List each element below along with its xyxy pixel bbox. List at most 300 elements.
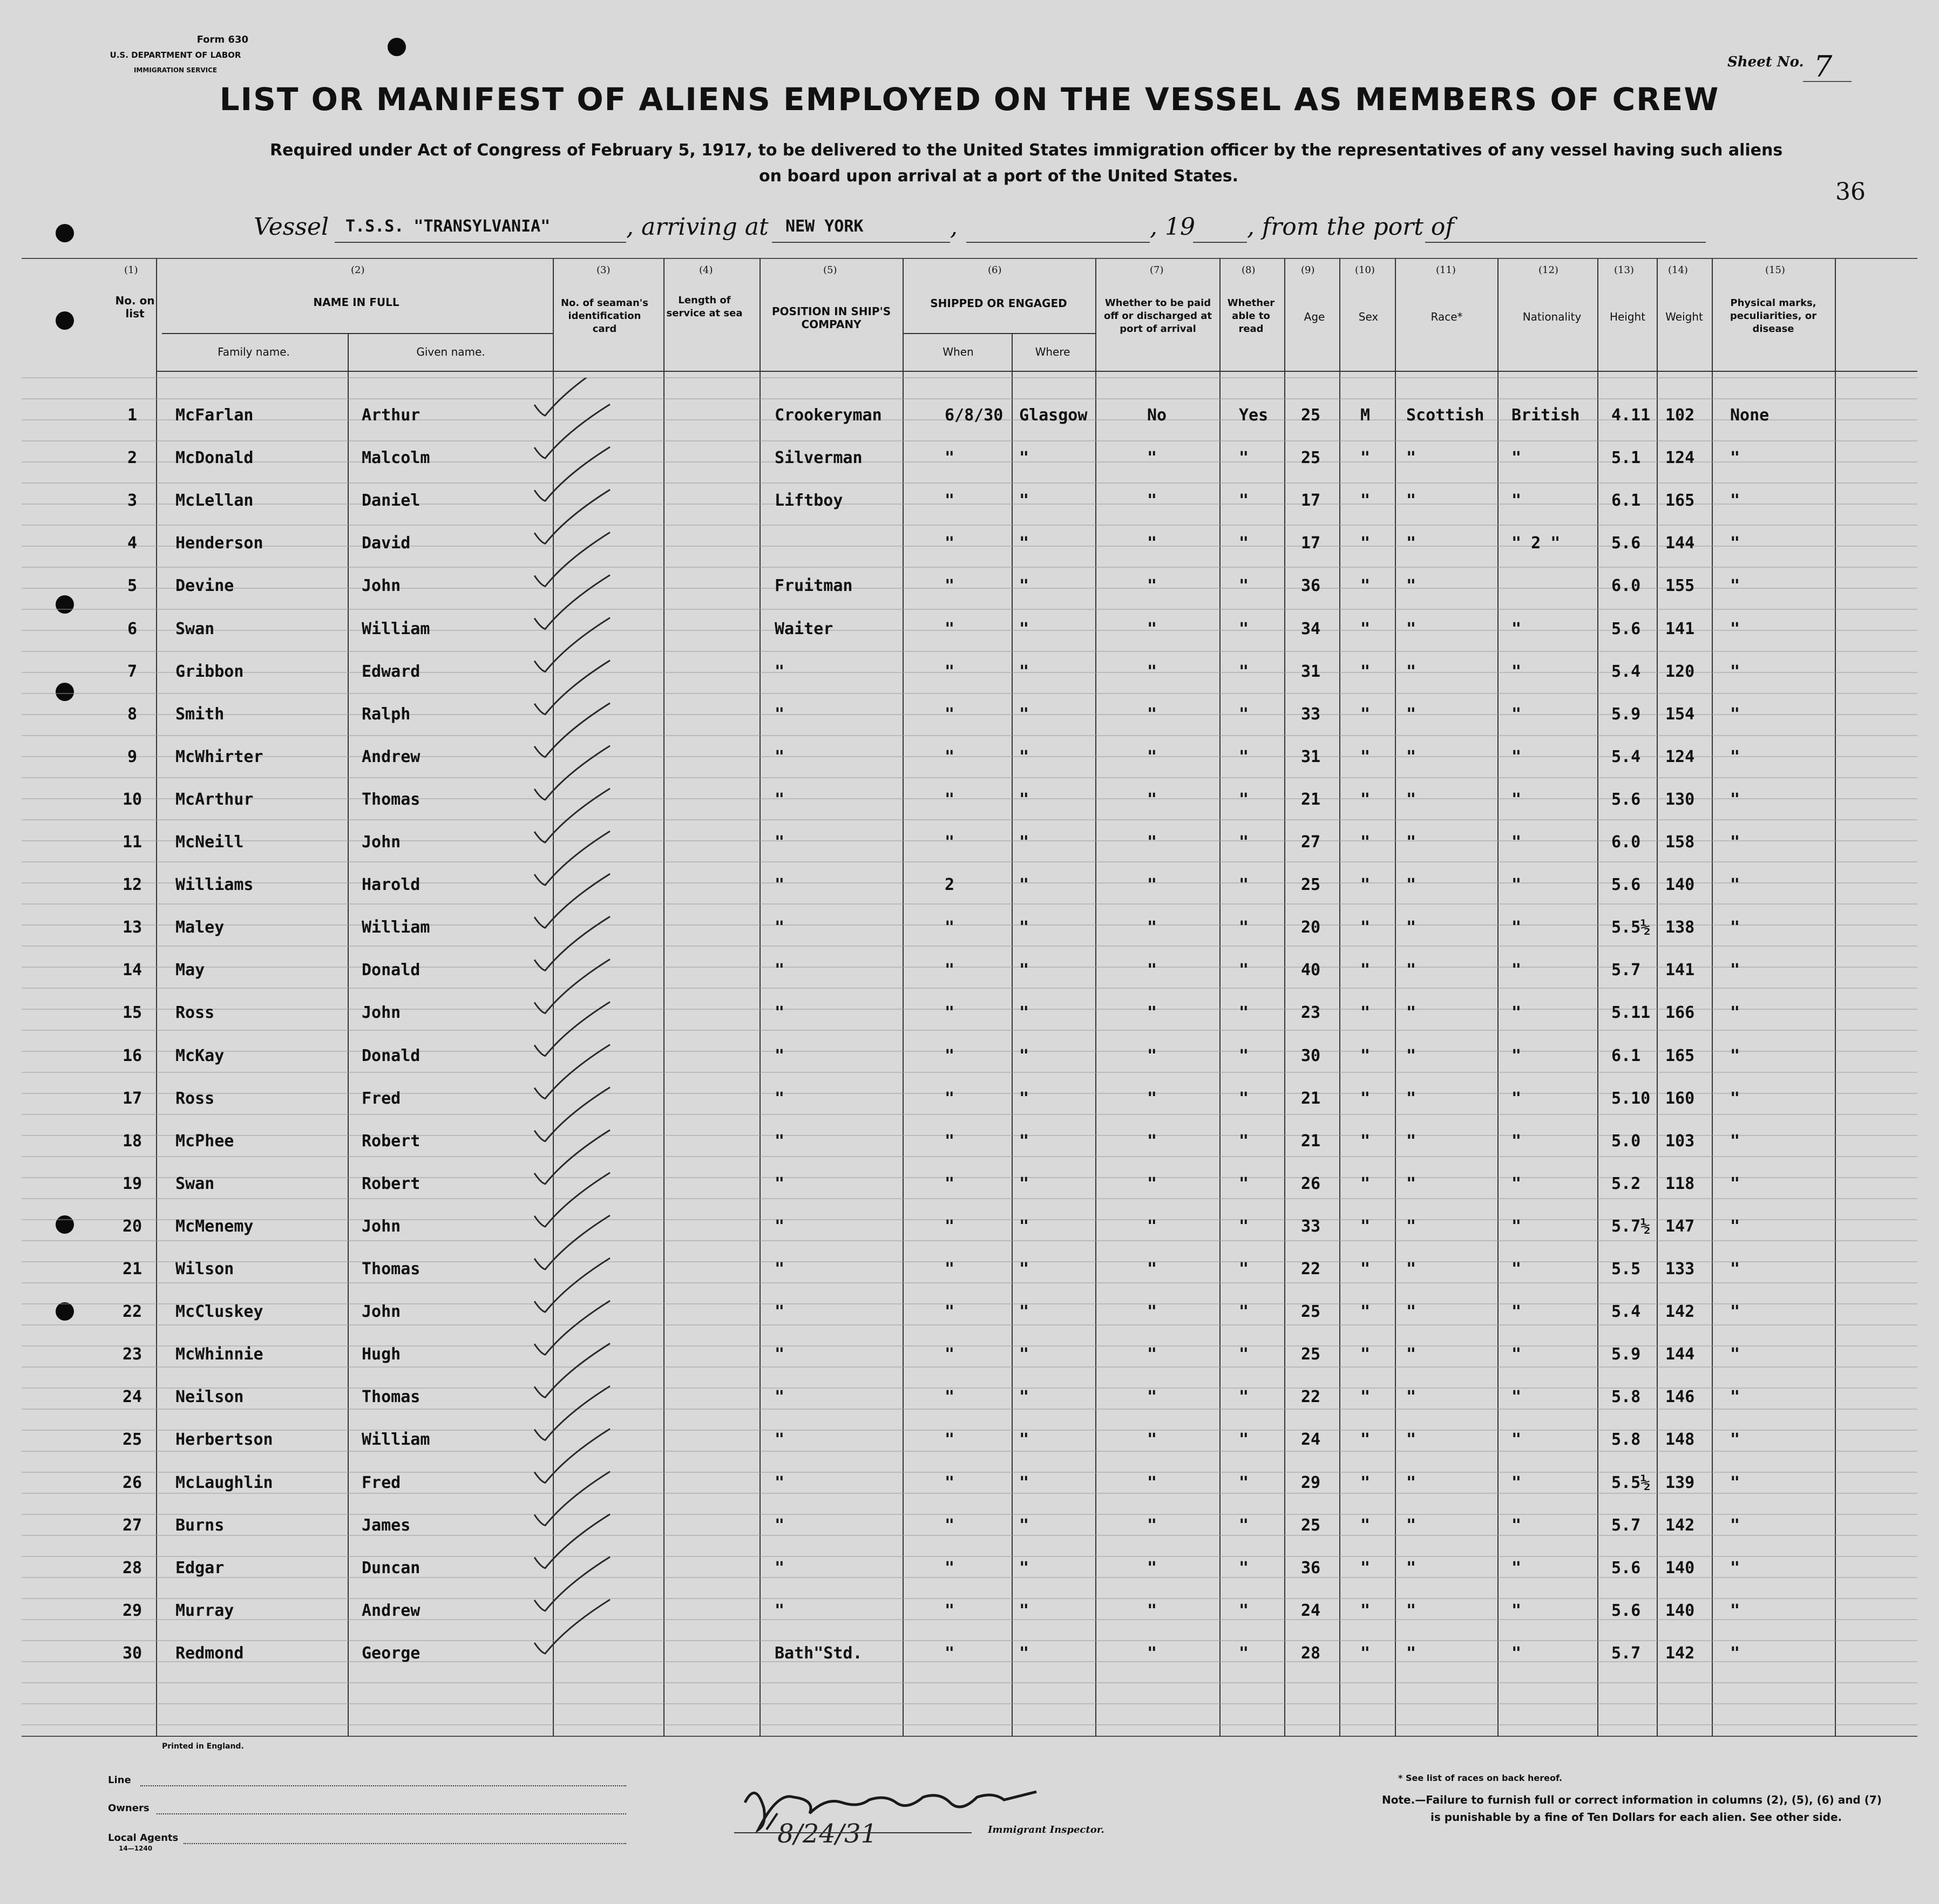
cell-marks: " — [1730, 790, 1740, 809]
cell-family: McNeill — [175, 833, 244, 852]
col-num-1: (1) — [124, 264, 138, 276]
cell-age: 21 — [1301, 790, 1321, 809]
cell-given: William — [362, 1430, 430, 1449]
cell-given: William — [362, 620, 430, 638]
cell-weight: 142 — [1665, 1302, 1695, 1321]
punch-hole — [56, 224, 74, 242]
checkmark-icon — [534, 447, 610, 501]
cell-age: 30 — [1301, 1046, 1321, 1065]
cell-family: May — [175, 961, 205, 980]
cell-weight: 140 — [1665, 1559, 1695, 1577]
cell-age: 34 — [1301, 620, 1321, 638]
cell-nationality: " — [1511, 705, 1522, 724]
cell-when: " — [945, 1473, 955, 1492]
cell-age: 25 — [1301, 1516, 1321, 1535]
cell-marks: " — [1730, 1003, 1740, 1022]
cell-weight: 148 — [1665, 1430, 1695, 1449]
cell-family: Ross — [175, 1089, 215, 1108]
cell-marks: " — [1730, 448, 1740, 467]
row-number: 14 — [122, 961, 143, 980]
cell-age: 22 — [1301, 1388, 1321, 1406]
row-number: 20 — [122, 1217, 143, 1236]
cell-paid: " — [1147, 1473, 1157, 1492]
col-num-14: (14) — [1668, 264, 1688, 276]
header-position: POSITION IN SHIP'S COMPANY — [771, 305, 891, 331]
cell-given: Donald — [362, 961, 421, 980]
cell-read: " — [1239, 833, 1249, 852]
cell-paid: " — [1147, 1217, 1157, 1236]
cell-given: John — [362, 833, 401, 852]
cell-paid: " — [1147, 576, 1157, 595]
cell-read: " — [1239, 448, 1249, 467]
cell-sex: " — [1360, 833, 1371, 852]
header-physical: Physical marks, peculiarities, or disease — [1730, 297, 1817, 335]
cell-age: 33 — [1301, 705, 1321, 724]
cell-when: " — [945, 1132, 955, 1151]
cell-age: 26 — [1301, 1174, 1321, 1193]
cell-nationality: " — [1511, 1516, 1522, 1535]
row-number: 7 — [127, 662, 138, 681]
col-num-9: (9) — [1301, 264, 1315, 276]
cell-given: John — [362, 1003, 401, 1022]
cell-position: " — [775, 1345, 785, 1364]
vessel-underline — [335, 242, 626, 243]
cell-family: Redmond — [175, 1644, 244, 1663]
checkmark-icon — [534, 703, 610, 757]
cell-age: 33 — [1301, 1217, 1321, 1236]
subtitle-line-1: Required under Act of Congress of February 5, 1917, to be delivered to the United States immigration officer by the representatives of any vessel having such aliens — [270, 141, 1783, 160]
cell-where: " — [1019, 1601, 1029, 1620]
cell-sex: " — [1360, 1132, 1371, 1151]
cell-race: " — [1406, 1302, 1416, 1321]
local-agents-dots — [184, 1843, 626, 1844]
cell-sex: " — [1360, 1003, 1371, 1022]
cell-height: 5.9 — [1611, 705, 1641, 724]
cell-marks: " — [1730, 1601, 1740, 1620]
cell-weight: 147 — [1665, 1217, 1695, 1236]
local-agents-label: Local Agents — [108, 1832, 179, 1844]
row-number: 21 — [122, 1260, 143, 1279]
cell-race: " — [1406, 1217, 1416, 1236]
line-dots — [140, 1785, 626, 1786]
cell-position: " — [775, 918, 785, 937]
cell-race: " — [1406, 620, 1416, 638]
cell-race: " — [1406, 1559, 1416, 1577]
checkmark-icon — [534, 746, 610, 800]
cell-marks: " — [1730, 1473, 1740, 1492]
cell-age: 28 — [1301, 1644, 1321, 1663]
subtitle — [270, 138, 1783, 189]
cell-height: 5.7 — [1611, 1516, 1641, 1535]
checkmark-icon — [534, 1087, 610, 1141]
cell-paid: " — [1147, 491, 1157, 510]
cell-height: 4.11 — [1611, 406, 1651, 425]
cell-position: Waiter — [775, 620, 833, 638]
cell-nationality: " — [1511, 790, 1522, 809]
cell-race: " — [1406, 1345, 1416, 1364]
cell-given: Edward — [362, 662, 421, 681]
cell-nationality: " — [1511, 448, 1522, 467]
cell-race: " — [1406, 1644, 1416, 1663]
cell-weight: 146 — [1665, 1388, 1695, 1406]
header-sex: Sex — [1358, 310, 1379, 323]
cell-height: 5.6 — [1611, 1559, 1641, 1577]
cell-sex: " — [1360, 1089, 1371, 1108]
cell-sex: " — [1360, 918, 1371, 937]
cell-height: 5.5½ — [1611, 918, 1651, 937]
cell-when: " — [945, 1601, 955, 1620]
row-number: 26 — [122, 1473, 143, 1492]
cell-age: 25 — [1301, 1302, 1321, 1321]
cell-given: William — [362, 918, 430, 937]
cell-sex: " — [1360, 1516, 1371, 1535]
cell-when: " — [945, 576, 955, 595]
cell-height: 6.1 — [1611, 491, 1641, 510]
cell-paid: " — [1147, 662, 1157, 681]
cell-age: 24 — [1301, 1601, 1321, 1620]
header-name-in-full: NAME IN FULL — [313, 296, 399, 309]
cell-where: " — [1019, 534, 1029, 553]
checkmark-icon — [534, 1045, 610, 1099]
cell-sex: " — [1360, 1601, 1371, 1620]
row-number: 6 — [127, 620, 138, 638]
cell-age: 29 — [1301, 1473, 1321, 1492]
checkmark-icon — [534, 1343, 610, 1397]
inspector-line — [734, 1832, 972, 1833]
cell-paid: " — [1147, 918, 1157, 937]
cell-age: 23 — [1301, 1003, 1321, 1022]
cell-paid: " — [1147, 1345, 1157, 1364]
stamp-number: 36 — [1835, 178, 1866, 206]
footer-note-1: Note.—Failure to furnish full or correct information in columns (2), (5), (6) and (7) — [1382, 1793, 1882, 1806]
cell-height: 5.2 — [1611, 1174, 1641, 1193]
cell-race: " — [1406, 491, 1416, 510]
cell-where: " — [1019, 1089, 1029, 1108]
cell-when: " — [945, 918, 955, 937]
cell-height: 5.7½ — [1611, 1217, 1651, 1236]
cell-age: 21 — [1301, 1132, 1321, 1151]
cell-where: " — [1019, 1473, 1029, 1492]
cell-age: 17 — [1301, 534, 1321, 553]
cell-height: 5.6 — [1611, 790, 1641, 809]
cell-when: 2 — [945, 875, 955, 894]
row-number: 18 — [122, 1132, 143, 1151]
cell-sex: " — [1360, 1644, 1371, 1663]
cell-marks: " — [1730, 1046, 1740, 1065]
cell-marks: " — [1730, 1388, 1740, 1406]
arriving-underline — [772, 242, 950, 243]
cell-age: 40 — [1301, 961, 1321, 980]
department-name: U.S. DEPARTMENT OF LABOR — [110, 50, 241, 60]
cell-family: Swan — [175, 620, 215, 638]
col-num-6: (6) — [988, 264, 1002, 276]
cell-paid: " — [1147, 1388, 1157, 1406]
cell-given: Daniel — [362, 491, 421, 510]
cell-given: Duncan — [362, 1559, 421, 1577]
cell-position: " — [775, 1302, 785, 1321]
cell-when: " — [945, 1644, 955, 1663]
inspector-label: Immigrant Inspector. — [988, 1824, 1104, 1835]
cell-where: " — [1019, 1559, 1029, 1577]
cell-weight: 140 — [1665, 875, 1695, 894]
cell-when: " — [945, 534, 955, 553]
header-family-name: Family name. — [218, 345, 290, 358]
cell-age: 22 — [1301, 1260, 1321, 1279]
col-num-13: (13) — [1614, 264, 1634, 276]
row-number: 24 — [122, 1388, 143, 1406]
cell-when: " — [945, 705, 955, 724]
cell-position: " — [775, 1516, 785, 1535]
cell-weight: 160 — [1665, 1089, 1695, 1108]
manifest-table-grid — [22, 258, 1917, 1737]
cell-where: " — [1019, 662, 1029, 681]
cell-given: Thomas — [362, 790, 421, 809]
cell-position: " — [775, 747, 785, 766]
cell-age: 21 — [1301, 1089, 1321, 1108]
vessel-name: T.S.S. "TRANSYLVANIA" — [345, 217, 551, 236]
cell-when: " — [945, 1046, 955, 1065]
cell-height: 6.0 — [1611, 576, 1641, 595]
cell-where: " — [1019, 1644, 1029, 1663]
cell-read: " — [1239, 1260, 1249, 1279]
checkmark-icon — [534, 661, 610, 715]
cell-family: McPhee — [175, 1132, 234, 1151]
cell-weight: 144 — [1665, 534, 1695, 553]
cell-age: 24 — [1301, 1430, 1321, 1449]
date-underline — [966, 242, 1150, 243]
cell-sex: " — [1360, 448, 1371, 467]
cell-height: 5.7 — [1611, 961, 1641, 980]
cell-height: 5.6 — [1611, 875, 1641, 894]
row-number: 10 — [122, 790, 143, 809]
cell-read: " — [1239, 1644, 1249, 1663]
cell-nationality: " — [1511, 1388, 1522, 1406]
cell-age: 17 — [1301, 491, 1321, 510]
cell-sex: " — [1360, 1174, 1371, 1193]
cell-given: Robert — [362, 1174, 421, 1193]
cell-nationality: " — [1511, 662, 1522, 681]
cell-given: Arthur — [362, 406, 421, 425]
cell-weight: 140 — [1665, 1601, 1695, 1620]
cell-where: " — [1019, 705, 1029, 724]
checkmark-icon — [534, 1472, 610, 1526]
cell-given: John — [362, 576, 401, 595]
cell-nationality: " — [1511, 961, 1522, 980]
cell-nationality: " — [1511, 833, 1522, 852]
header-height: Height — [1609, 310, 1646, 323]
cell-when: " — [945, 833, 955, 852]
cell-sex: " — [1360, 705, 1371, 724]
row-number: 5 — [127, 576, 138, 595]
cell-paid: " — [1147, 1559, 1157, 1577]
header-race: Race* — [1430, 310, 1463, 323]
cell-when: " — [945, 491, 955, 510]
cell-paid: " — [1147, 961, 1157, 980]
punch-hole — [388, 38, 406, 56]
cell-age: 36 — [1301, 576, 1321, 595]
cell-read: " — [1239, 1089, 1249, 1108]
cell-given: Malcolm — [362, 448, 430, 467]
cell-read: " — [1239, 1174, 1249, 1193]
cell-race: " — [1406, 875, 1416, 894]
cell-nationality: " — [1511, 1089, 1522, 1108]
races-note: * See list of races on back hereof. — [1398, 1773, 1563, 1783]
cell-marks: " — [1730, 662, 1740, 681]
cell-family: Burns — [175, 1516, 225, 1535]
cell-height: 5.8 — [1611, 1430, 1641, 1449]
cell-read: " — [1239, 1046, 1249, 1065]
cell-read: " — [1239, 1430, 1249, 1449]
cell-read: " — [1239, 1132, 1249, 1151]
row-number: 30 — [122, 1644, 143, 1663]
cell-given: David — [362, 534, 411, 553]
cell-marks: " — [1730, 1260, 1740, 1279]
row-number: 11 — [122, 833, 143, 852]
cell-family: Edgar — [175, 1559, 225, 1577]
row-number: 13 — [122, 918, 143, 937]
row-number: 22 — [122, 1302, 143, 1321]
cell-family: Neilson — [175, 1388, 244, 1406]
cell-age: 25 — [1301, 1345, 1321, 1364]
form-header — [103, 32, 248, 78]
year-underline — [1193, 242, 1247, 243]
cell-sex: " — [1360, 1430, 1371, 1449]
cell-paid: " — [1147, 1302, 1157, 1321]
checkmark-icon — [534, 874, 610, 928]
checkmark-icon — [534, 1258, 610, 1312]
cell-family: Gribbon — [175, 662, 244, 681]
cell-where: " — [1019, 1132, 1029, 1151]
cell-family: McWhirter — [175, 747, 263, 766]
sheet-label: Sheet No. — [1727, 54, 1804, 70]
header-paid-off: Whether to be paid off or discharged at port of arrival — [1104, 297, 1212, 335]
subtitle-line-2: on board upon arrival at a port of the United States. — [758, 167, 1239, 186]
cell-where: " — [1019, 620, 1029, 638]
row-number: 12 — [122, 875, 143, 894]
cell-position: " — [775, 1473, 785, 1492]
cell-weight: 138 — [1665, 918, 1695, 937]
cell-height: 5.4 — [1611, 662, 1641, 681]
cell-read: " — [1239, 790, 1249, 809]
cell-age: 25 — [1301, 448, 1321, 467]
cell-when: " — [945, 1516, 955, 1535]
cell-when: " — [945, 747, 955, 766]
signature-date: 8/24/31 — [777, 1819, 878, 1849]
cell-family: McMenemy — [175, 1217, 254, 1236]
cell-race: " — [1406, 1046, 1416, 1065]
cell-race: " — [1406, 576, 1416, 595]
cell-where: " — [1019, 448, 1029, 467]
cell-marks: " — [1730, 1132, 1740, 1151]
row-number: 27 — [122, 1516, 143, 1535]
checkmark-icon — [534, 1386, 610, 1440]
cell-sex: " — [1360, 1302, 1371, 1321]
cell-sex: " — [1360, 1046, 1371, 1065]
cell-position: " — [775, 1388, 785, 1406]
cell-read: " — [1239, 747, 1249, 766]
cell-race: " — [1406, 534, 1416, 553]
cell-weight: 165 — [1665, 1046, 1695, 1065]
cell-family: Ross — [175, 1003, 215, 1022]
cell-height: 5.6 — [1611, 534, 1641, 553]
checkmark-icon — [534, 916, 610, 970]
cell-position: " — [775, 833, 785, 852]
row-number: 1 — [127, 406, 138, 425]
cell-paid: " — [1147, 1003, 1157, 1022]
cell-when: " — [945, 1388, 955, 1406]
cell-family: Devine — [175, 576, 234, 595]
cell-where: " — [1019, 747, 1029, 766]
cell-age: 31 — [1301, 747, 1321, 766]
cell-nationality: " — [1511, 1559, 1522, 1577]
owners-dots — [157, 1813, 626, 1814]
cell-when: " — [945, 1430, 955, 1449]
checkmark-icon — [534, 1301, 610, 1355]
cell-weight: 124 — [1665, 448, 1695, 467]
cell-when: " — [945, 1345, 955, 1364]
cell-where: " — [1019, 1430, 1029, 1449]
cell-nationality: " — [1511, 1644, 1522, 1663]
cell-position: " — [775, 1430, 785, 1449]
cell-nationality: " — [1511, 1430, 1522, 1449]
year-label: , 19 — [1150, 213, 1195, 241]
cell-given: Harold — [362, 875, 421, 894]
cell-read: " — [1239, 620, 1249, 638]
cell-position: Silverman — [775, 448, 863, 467]
header-when: When — [943, 345, 974, 358]
row-number: 29 — [122, 1601, 143, 1620]
arriving-label: , arriving at — [626, 213, 769, 241]
header-age: Age — [1304, 310, 1325, 323]
cell-nationality: " — [1511, 1345, 1522, 1364]
cell-when: 6/8/30 — [945, 406, 1004, 425]
vessel-label: Vessel — [254, 213, 329, 241]
header-where: Where — [1035, 345, 1070, 358]
cell-weight: 102 — [1665, 406, 1695, 425]
cell-weight: 142 — [1665, 1644, 1695, 1663]
cell-marks: " — [1730, 1217, 1740, 1236]
checkmark-icon — [534, 959, 610, 1013]
cell-marks: " — [1730, 1644, 1740, 1663]
cell-race: " — [1406, 833, 1416, 852]
cell-sex: " — [1360, 747, 1371, 766]
cell-height: 6.1 — [1611, 1046, 1641, 1065]
cell-race: " — [1406, 1516, 1416, 1535]
row-number: 8 — [127, 705, 138, 724]
cell-paid: " — [1147, 705, 1157, 724]
col-num-8: (8) — [1242, 264, 1256, 276]
cell-weight: 133 — [1665, 1260, 1695, 1279]
cell-weight: 144 — [1665, 1345, 1695, 1364]
cell-height: 5.5 — [1611, 1260, 1641, 1279]
cell-paid: " — [1147, 1430, 1157, 1449]
cell-weight: 103 — [1665, 1132, 1695, 1151]
cell-weight: 154 — [1665, 705, 1695, 724]
cell-marks: " — [1730, 620, 1740, 638]
header-able-read: Whether able to read — [1227, 297, 1275, 335]
cell-weight: 124 — [1665, 747, 1695, 766]
cell-where: " — [1019, 1516, 1029, 1535]
cell-race: " — [1406, 1601, 1416, 1620]
cell-given: Thomas — [362, 1260, 421, 1279]
checkmark-icon — [534, 1557, 610, 1611]
service-name: IMMIGRATION SERVICE — [133, 66, 218, 74]
cell-nationality: " — [1511, 1003, 1522, 1022]
cell-read: " — [1239, 961, 1249, 980]
cell-read: " — [1239, 1217, 1249, 1236]
cell-marks: " — [1730, 1345, 1740, 1364]
cell-read: " — [1239, 576, 1249, 595]
